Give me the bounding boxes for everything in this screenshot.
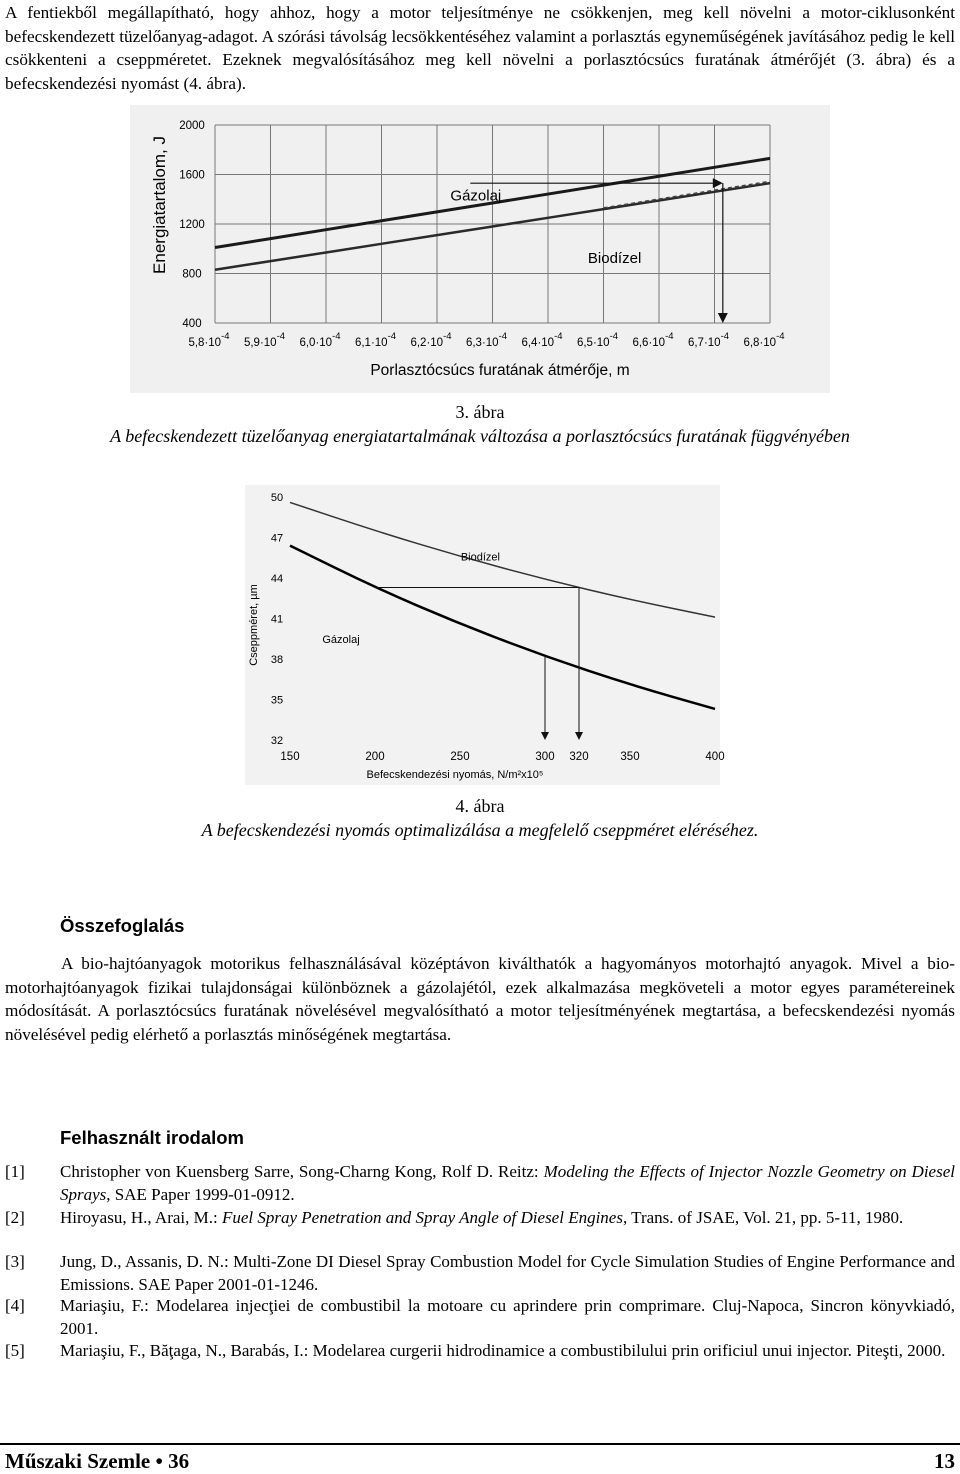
series-label-gazolaj: Gázolaj — [450, 187, 502, 205]
x-tick-label: 150 — [280, 751, 300, 763]
x-tick-exponent: -4 — [665, 331, 674, 342]
x-tick-exponent: -4 — [776, 331, 785, 342]
series-label-biodizel: Biodízel — [587, 249, 642, 267]
x-tick-exponent: -4 — [609, 331, 619, 342]
reference-details: , SAE Paper 1999-01-0912. — [106, 1184, 295, 1204]
x-tick-exponent: -4 — [387, 331, 397, 342]
y-tick-label: 35 — [270, 694, 284, 707]
y-tick-label: 50 — [270, 492, 284, 504]
reference-authors: Jung, D., Assanis, D. N.: Multi-Zone DI Diesel Spray Combustion Model for Cycle Simulation Studies of Engine Performance and Emissions. SAE Paper 2001-01-1246. — [60, 1252, 955, 1294]
figure-4-text: A befecskendezési nyomás optimalizálása a megfelelő cseppméret eléréséhez. — [201, 820, 759, 840]
x-tick-exponent: -4 — [720, 331, 730, 342]
reference-number: [4] — [5, 1296, 25, 1315]
y-tick-label: 32 — [270, 735, 284, 747]
figure-3-caption — [0, 400, 960, 448]
x-tick-label: $6,6\cdot 10^{-4}$ — [632, 331, 674, 349]
x-tick-exponent: -4 — [554, 331, 563, 342]
x-tick-label: $6,1\cdot 10^{-4}$ — [354, 331, 397, 349]
reference-authors: Christopher von Kuensberg Sarre, Song-Charng Kong, Rolf D. Reitz: — [60, 1162, 544, 1181]
reference-authors: Mariaşiu, F., Băţaga, N., Barabás, I.: Modelarea curgerii hidrodinamice a combustibilului prin orificiul unui injector. Piteşti, 2000. — [60, 1341, 946, 1360]
x-tick-label: 300 — [535, 751, 555, 763]
y-axis-label: Energiatartalom, J — [150, 136, 169, 274]
reference-title: Fuel Spray Penetration and Spray Angle of Diesel Engines — [221, 1208, 623, 1227]
x-tick-label: $6,3\cdot 10^{-4}$ — [465, 331, 508, 349]
x-tick-label: 250 — [450, 751, 470, 763]
reference-authors: Mariaşiu, F.: Modelarea injecţiei de combustibil la motoare cu aprindere prin comprimare. Cluj-Napoca, Sincron könyvkiadó, 2001. — [60, 1296, 955, 1338]
y-tick-label: 800 — [182, 268, 202, 281]
footer-journal: Műszaki Szemle • 36 — [5, 1449, 190, 1473]
x-tick-exponent: -4 — [332, 331, 341, 342]
x-tick-exponent: -4 — [276, 331, 286, 342]
x-tick-exponent: -4 — [443, 331, 452, 342]
reference-number: [3] — [5, 1252, 25, 1271]
x-tick-label: $6,4\cdot 10^{-4}$ — [521, 331, 563, 349]
y-tick-label: 1200 — [179, 219, 205, 231]
intro-paragraph: A fentiekből megállapítható, hogy ahhoz, hogy a motor teljesítménye ne csökkenjen, meg kell növelni a motor-ciklusonként befecskendezett tüzelőanyag-adagot. A szórási távolság lecsökkentéséhez valamint a porlasztás egyneműségének javításához pedig le kell csökkenteni a cseppméretet. Ezeknek megvalósításához meg kell növelni a porlasztócsúcs furatának átmérőjét (3. ábra) és a befecskendezési nyomást (4. ábra). — [5, 3, 955, 93]
series-label-biodizel: Biodízel — [460, 551, 500, 564]
x-tick-exponent: -4 — [221, 331, 230, 342]
x-tick-label: $6,5\cdot 10^{-4}$ — [576, 331, 619, 349]
figure-4-caption — [0, 794, 960, 842]
reference-number: [2] — [5, 1208, 25, 1227]
y-tick-label: 44 — [270, 573, 284, 585]
x-tick-label: 320 — [569, 751, 589, 763]
reference-number: [5] — [5, 1341, 25, 1360]
x-axis-label: Befecskendezési nyomás, N/m²x10⁵ — [366, 769, 544, 781]
x-axis-label: Porlasztócsúcs furatának átmérője, m — [370, 362, 630, 379]
footer-divider — [0, 1443, 960, 1445]
y-tick-label: 1600 — [179, 169, 205, 182]
summary-heading: Összefoglalás — [60, 915, 185, 936]
reference-item — [5, 1207, 955, 1230]
series-label-gazolaj: Gázolaj — [322, 633, 360, 646]
x-tick-label: $6,2\cdot 10^{-4}$ — [410, 331, 452, 349]
x-tick-label: 200 — [365, 751, 385, 763]
reference-item — [5, 1340, 955, 1363]
x-tick-label: $6,0\cdot 10^{-4}$ — [299, 331, 341, 349]
x-tick-label: $6,7\cdot 10^{-4}$ — [687, 331, 730, 349]
y-tick-label: 2000 — [179, 120, 205, 132]
figure-3-chart — [130, 105, 830, 393]
x-tick-label: $6,8\cdot 10^{-4}$ — [743, 331, 785, 349]
figure-4-number: 4. ábra — [455, 796, 505, 816]
reference-details: , Trans. of JSAE, Vol. 21, pp. 5-11, 1980. — [622, 1208, 904, 1227]
chart-background — [245, 485, 720, 785]
x-tick-label: 350 — [620, 751, 640, 763]
x-tick-label: 400 — [705, 751, 725, 763]
reference-number: [1] — [5, 1162, 25, 1181]
footer-page-number: 13 — [934, 1449, 955, 1473]
reference-authors: Hiroyasu, H., Arai, M.: — [60, 1208, 222, 1227]
y-tick-label: 400 — [182, 318, 202, 330]
reference-title: Modeling the Effects of Injector Nozzle Geometry on Diesel Sprays — [60, 1162, 955, 1204]
reference-item — [5, 1161, 955, 1206]
figure-3-number: 3. ábra — [455, 402, 505, 422]
reference-item — [5, 1251, 955, 1296]
reference-item — [5, 1295, 955, 1340]
y-tick-label: 41 — [270, 613, 284, 626]
y-axis-label: Cseppméret, µm — [248, 584, 260, 666]
y-tick-label: 47 — [270, 532, 284, 545]
chart-background — [130, 105, 830, 393]
summary-paragraph: A bio-hajtóanyagok motorikus felhasználásával középtávon kiválthatók a hagyományos motorhajtó anyagok. Mivel a bio-motorhajtóanyagok fizikai tulajdonságai különböznek a gázolajétól, ezek alkalmazása megköveteli a motor egyes paramétereinek módosítását. A porlasztócsúcs furatának növelésével megvalósítható a motor teljesítményének megtartása, a befecskendezési nyomás növelésével pedig elérhető a porlasztás minőségének megtartása. — [5, 954, 955, 1044]
y-tick-label: 38 — [270, 654, 284, 666]
x-tick-exponent: -4 — [498, 331, 508, 342]
references-heading: Felhasznált irodalom — [60, 1127, 245, 1148]
x-tick-label: $5,8\cdot 10^{-4}$ — [188, 331, 230, 349]
figure-4-chart — [245, 485, 725, 785]
x-tick-label: $5,9\cdot 10^{-4}$ — [243, 331, 286, 349]
figure-3-text: A befecskendezett tüzelőanyag energiatartalmának változása a porlasztócsúcs furatának függvényében — [110, 426, 850, 446]
